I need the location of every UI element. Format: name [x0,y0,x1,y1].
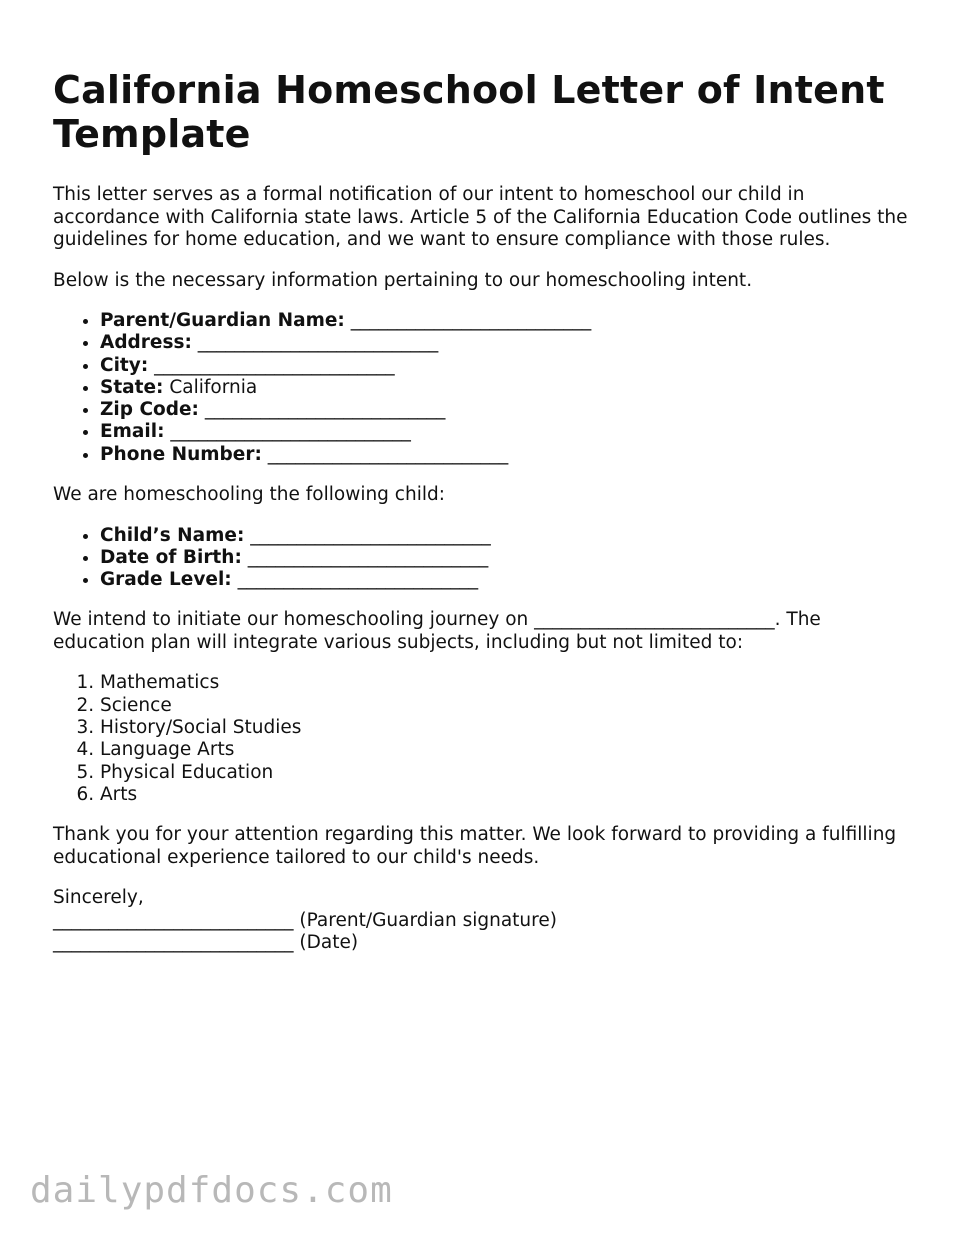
list-item [100,421,913,443]
signature-blank: __________________________ [53,909,294,931]
list-item [100,310,913,332]
parent-info-list [53,310,913,466]
subjects-list [53,672,913,806]
page-title: California Homeschool Letter of Intent Template [53,68,885,156]
list-item [100,569,913,591]
signature-line [53,910,913,933]
signature-label: (Parent/Guardian signature) [299,909,557,931]
list-item [100,547,913,569]
child-info-list [53,525,913,592]
list-item: 6. Arts [100,784,913,806]
field-label: Phone Number: [100,443,262,465]
start-paragraph [53,609,913,654]
list-item: 3. History/Social Studies [100,717,913,739]
closing-paragraph: Thank you for your attention regarding this matter. We look forward to providing a fulfilling educational experience tailored to our child's needs. [53,824,897,868]
start-date-blank: __________________________ [534,609,775,631]
date-line [53,932,913,955]
list-item: 2. Science [100,695,913,717]
zip-blank: __________________________ [204,399,446,421]
start-before: We intend to initiate our homeschooling journey on [53,609,529,631]
field-label: Address: [100,332,192,354]
field-label: State: [100,376,164,398]
field-label: Child’s Name: [100,524,245,546]
state-value: California [169,376,258,398]
list-item [100,332,913,354]
list-item [100,377,913,399]
intro-paragraph: This letter serves as a formal notification of our intent to homeschool our child in accordance with California state laws. Article 5 of the California Education Code outlines the guidelines for home education, and we want to ensure compliance with those rules. [53,184,908,250]
city-blank: __________________________ [154,354,395,376]
list-item [100,355,913,377]
date-label: (Date) [299,932,359,954]
sincerely: Sincerely, [53,887,144,909]
field-label: Email: [100,421,165,443]
email-blank: __________________________ [170,421,411,443]
address-blank: __________________________ [197,332,439,354]
parent-name-blank: __________________________ [350,310,592,331]
field-label: Zip Code: [100,399,199,421]
dob-blank: __________________________ [247,546,489,568]
date-blank: __________________________ [53,932,294,954]
start-after: . The education plan will integrate various subjects, including but not limited to: [53,609,821,653]
field-label: Grade Level: [100,569,232,591]
watermark: dailypdfdocs.com [30,1170,393,1211]
info-intro: Below is the necessary information pertaining to our homeschooling intent. [53,269,753,291]
list-item [100,525,913,547]
list-item [100,399,913,421]
child-name-blank: __________________________ [250,524,491,546]
field-label: Parent/Guardian Name: [100,310,345,331]
list-item: 4. Language Arts [100,739,913,761]
child-intro: We are homeschooling the following child: [53,484,445,506]
phone-blank: __________________________ [267,443,509,465]
list-item: 1. Mathematics [100,672,913,694]
grade-blank: __________________________ [237,569,479,591]
field-label: City: [100,354,149,376]
field-label: Date of Birth: [100,546,242,568]
list-item: 5. Physical Education [100,762,913,784]
document [53,68,913,955]
list-item [100,444,913,466]
